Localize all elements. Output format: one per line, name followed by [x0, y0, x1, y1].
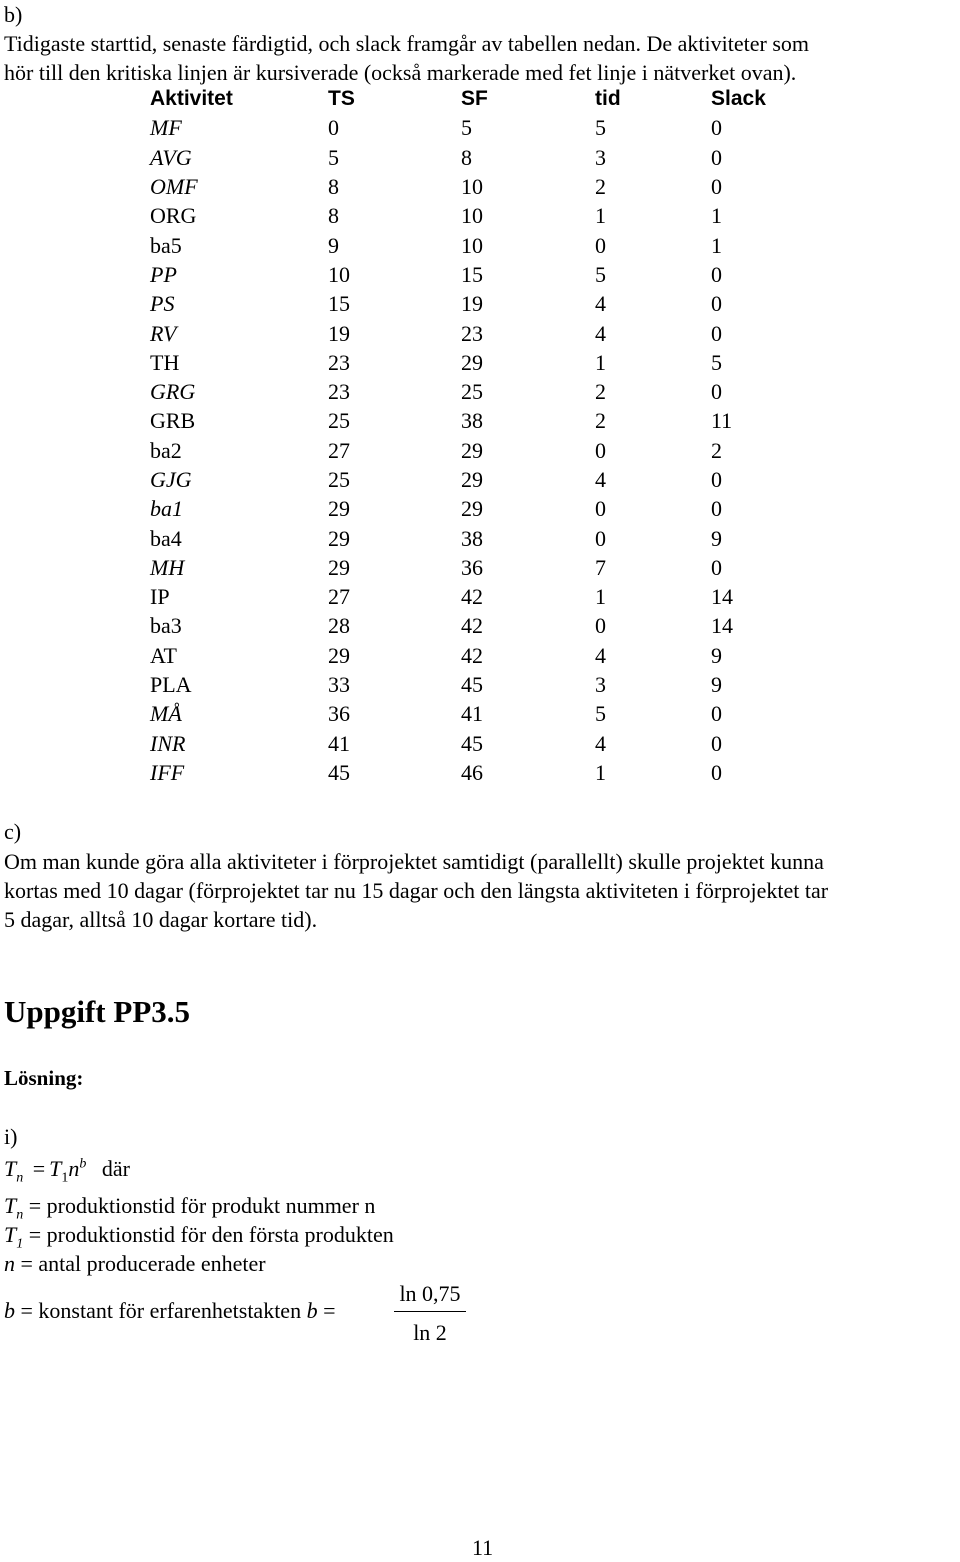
formula-equals: =	[32, 1156, 46, 1181]
cell-tid: 1	[595, 759, 606, 785]
cell-tid: 0	[595, 437, 606, 463]
b-fraction	[394, 1279, 466, 1347]
cell-tid: 4	[595, 730, 606, 756]
header-slack: Slack	[711, 87, 766, 111]
table-row	[150, 201, 801, 230]
page-number: 11	[472, 1535, 494, 1560]
table-row	[150, 641, 801, 670]
formula-sub-n: n	[16, 1170, 24, 1186]
cell-ts: 15	[328, 291, 350, 317]
cell-slack: 1	[711, 203, 722, 229]
cell-tid: 4	[595, 291, 606, 317]
table-row	[150, 143, 801, 172]
definition-n: n = antal producerade enheter	[4, 1251, 266, 1276]
section-c-line-2: kortas med 10 dagar (förprojektet tar nu 15 dagar och den längsta aktiviteten i förprojektet tar	[4, 878, 829, 903]
cell-tid: 5	[595, 261, 606, 287]
cell-activity: RV	[150, 320, 177, 346]
table-row	[150, 113, 801, 142]
cell-activity: PS	[150, 291, 175, 317]
cell-activity: ba1	[150, 496, 183, 522]
cell-slack: 1	[711, 232, 722, 258]
cell-slack: 0	[711, 730, 722, 756]
cell-activity: TH	[150, 349, 180, 375]
cell-tid: 2	[595, 408, 606, 434]
cell-ts: 9	[328, 232, 339, 258]
fraction-denominator: ln 2	[413, 1320, 447, 1345]
cell-sf: 42	[461, 642, 483, 668]
table-row	[150, 553, 801, 582]
table-row	[150, 611, 801, 640]
section-b-line-2: hör till den kritiska linjen är kursiverade (också markerade med fet linje i nätverket ovan).	[4, 60, 797, 85]
table-row	[150, 172, 801, 201]
formula-T1: T	[49, 1156, 62, 1181]
cell-slack: 5	[711, 349, 722, 375]
cell-activity: ORG	[150, 203, 197, 229]
cell-sf: 25	[461, 379, 483, 405]
activity-table	[150, 84, 801, 787]
header-aktivitet: Aktivitet	[150, 87, 233, 111]
formula-line	[4, 1154, 131, 1186]
cell-ts: 10	[328, 261, 350, 287]
cell-ts: 36	[328, 701, 350, 727]
cell-sf: 29	[461, 349, 483, 375]
cell-sf: 29	[461, 496, 483, 522]
cell-sf: 10	[461, 203, 483, 229]
cell-slack: 0	[711, 174, 722, 200]
section-c-line-3: 5 dagar, alltså 10 dagar kortare tid).	[4, 907, 318, 932]
cell-slack: 0	[711, 467, 722, 492]
cell-ts: 33	[328, 672, 350, 698]
cell-activity: GRB	[150, 408, 196, 434]
section-b-line-1: Tidigaste starttid, senaste färdigtid, och slack framgår av tabellen nedan. De aktiviteter som	[4, 31, 809, 56]
cell-tid: 7	[595, 554, 606, 580]
cell-tid: 2	[595, 379, 606, 405]
cell-slack: 0	[711, 261, 722, 287]
formula-sup-b: b	[79, 1156, 87, 1172]
cell-slack: 0	[711, 291, 722, 317]
fraction-numerator: ln 0,75	[399, 1281, 461, 1306]
cell-sf: 36	[461, 554, 483, 580]
cell-ts: 25	[328, 408, 350, 434]
definition-t1: $T_1$ = produktionstid för den första produkten	[4, 1222, 394, 1252]
cell-sf: 8	[461, 144, 472, 170]
cell-ts: 29	[328, 554, 350, 580]
cell-sf: 45	[461, 730, 483, 756]
definition-tn: $T_n$ = produktionstid för produkt nummer n	[4, 1193, 376, 1223]
cell-activity: MH	[150, 554, 185, 580]
cell-slack: 14	[711, 584, 733, 610]
cell-slack: 0	[711, 554, 722, 580]
section-b-label: b)	[4, 2, 23, 27]
section-b-paragraph	[4, 29, 809, 87]
section-i-label: i)	[4, 1124, 18, 1149]
table-row	[150, 582, 801, 611]
cell-sf: 29	[461, 467, 483, 492]
cell-sf: 41	[461, 701, 483, 727]
cell-slack: 9	[711, 672, 722, 698]
section-c-line-1: Om man kunde göra alla aktiviteter i förprojektet samtidigt (parallellt) skulle projektet kunna	[4, 849, 824, 874]
cell-sf: 19	[461, 291, 483, 317]
section-c-label: c)	[4, 819, 22, 844]
cell-tid: 5	[595, 701, 606, 727]
header-sf: SF	[461, 87, 488, 111]
cell-activity: ba3	[150, 613, 182, 639]
cell-slack: 9	[711, 525, 722, 551]
cell-activity: GRG	[150, 379, 196, 405]
cell-ts: 27	[328, 584, 350, 610]
cell-sf: 5	[461, 115, 472, 141]
cell-ts: 28	[328, 613, 350, 639]
section-c-paragraph	[4, 847, 828, 934]
cell-tid: 0	[595, 496, 606, 522]
cell-sf: 38	[461, 408, 483, 434]
cell-sf: 23	[461, 320, 483, 346]
cell-ts: 23	[328, 379, 350, 405]
cell-ts: 0	[328, 115, 339, 141]
cell-tid: 3	[595, 672, 606, 698]
exercise-heading: Uppgift PP3.5	[4, 994, 190, 1029]
table-body	[150, 113, 801, 787]
cell-tid: 5	[595, 115, 606, 141]
header-ts: TS	[328, 87, 355, 111]
formula-word: där	[101, 1156, 131, 1181]
formula-n: n	[68, 1156, 80, 1181]
cell-ts: 5	[328, 144, 339, 170]
table-row	[150, 523, 801, 552]
cell-activity: AVG	[150, 144, 192, 170]
table-row	[150, 699, 801, 728]
cell-activity: PLA	[150, 672, 192, 698]
cell-activity: IP	[150, 584, 170, 610]
cell-sf: 15	[461, 261, 483, 287]
table-row	[150, 230, 801, 259]
formula-sub-1: 1	[61, 1170, 69, 1186]
cell-sf: 38	[461, 525, 483, 551]
cell-slack: 2	[711, 437, 722, 463]
cell-ts: 8	[328, 203, 339, 229]
cell-activity: ba2	[150, 437, 182, 463]
cell-sf: 42	[461, 613, 483, 639]
cell-tid: 1	[595, 203, 606, 229]
table-row	[150, 670, 801, 699]
table-row	[150, 758, 801, 787]
cell-ts: 27	[328, 437, 350, 463]
cell-slack: 9	[711, 642, 722, 668]
header-tid: tid	[595, 87, 621, 111]
cell-ts: 25	[328, 467, 350, 492]
cell-activity: AT	[150, 642, 177, 668]
table-row	[150, 465, 801, 494]
cell-ts: 19	[328, 320, 350, 346]
cell-tid: 0	[595, 232, 606, 258]
table-row	[150, 348, 801, 377]
cell-activity: OMF	[150, 174, 198, 200]
cell-activity: IFF	[150, 759, 185, 785]
cell-activity: ba4	[150, 525, 182, 551]
cell-sf: 45	[461, 672, 483, 698]
cell-sf: 10	[461, 174, 483, 200]
cell-activity: PP	[150, 261, 177, 287]
cell-sf: 42	[461, 584, 483, 610]
table-row	[150, 318, 801, 347]
solution-label: Lösning:	[4, 1066, 84, 1090]
cell-ts: 8	[328, 174, 339, 200]
cell-slack: 0	[711, 115, 722, 141]
cell-ts: 41	[328, 730, 350, 756]
cell-ts: 29	[328, 642, 350, 668]
cell-slack: 0	[711, 320, 722, 346]
cell-tid: 1	[595, 584, 606, 610]
cell-slack: 0	[711, 379, 722, 405]
cell-slack: 0	[711, 144, 722, 170]
table-row	[150, 729, 801, 758]
cell-slack: 0	[711, 759, 722, 785]
cell-activity: MF	[150, 115, 182, 141]
fraction-bar	[394, 1311, 466, 1312]
cell-sf: 10	[461, 232, 483, 258]
cell-sf: 29	[461, 437, 483, 463]
table-row	[150, 289, 801, 318]
cell-tid: 0	[595, 525, 606, 551]
cell-activity: MÅ	[150, 701, 182, 727]
table-row	[150, 406, 801, 435]
table-row	[150, 436, 801, 465]
cell-slack: 14	[711, 613, 733, 639]
cell-slack: 0	[711, 496, 722, 522]
cell-ts: 45	[328, 759, 350, 785]
cell-slack: 11	[711, 408, 733, 434]
cell-tid: 4	[595, 467, 606, 492]
cell-tid: 2	[595, 174, 606, 200]
table-row	[150, 494, 801, 523]
table-header-row	[150, 84, 801, 113]
cell-tid: 3	[595, 144, 606, 170]
cell-activity: GJG	[150, 467, 192, 492]
cell-tid: 4	[595, 642, 606, 668]
cell-ts: 29	[328, 525, 350, 551]
cell-tid: 1	[595, 349, 606, 375]
cell-tid: 4	[595, 320, 606, 346]
cell-activity: INR	[150, 730, 186, 756]
cell-slack: 0	[711, 701, 722, 727]
table-row	[150, 377, 801, 406]
cell-tid: 0	[595, 613, 606, 639]
cell-activity: ba5	[150, 232, 182, 258]
formula-T: T	[4, 1156, 17, 1181]
cell-sf: 46	[461, 759, 483, 785]
table-row	[150, 260, 801, 289]
definition-b: b = konstant för erfarenhetstakten b =	[4, 1298, 336, 1323]
definitions-list	[4, 1191, 394, 1278]
cell-ts: 23	[328, 349, 350, 375]
cell-ts: 29	[328, 496, 350, 522]
